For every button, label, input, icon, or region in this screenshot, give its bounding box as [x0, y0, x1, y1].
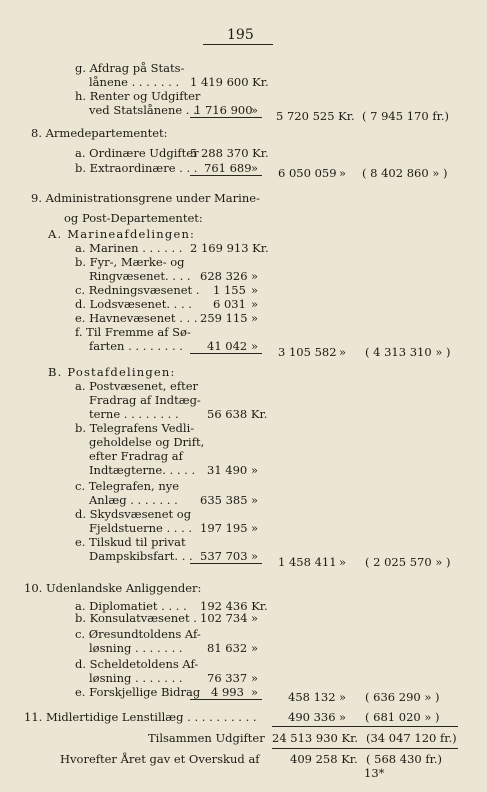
sec9-A-item-c-amount: 1 155 — [213, 283, 246, 297]
sec9-B-subtotal-rule — [190, 563, 262, 564]
sec9-B-fr: ( 2 025 570 » ) — [365, 555, 451, 569]
page-number: 195 — [227, 27, 254, 43]
sec10-item-b-unit: » — [251, 611, 259, 625]
sec7-g-line1: g. Afdrag på Stats- — [75, 61, 185, 75]
sec8-total-unit: » — [339, 166, 347, 180]
surplus-total: 409 258 Kr. — [290, 752, 358, 766]
sec9-A-item-b-unit: » — [251, 269, 259, 283]
sec10-item-d-line2: løsning . . . . . . . — [89, 671, 183, 685]
sec9-A-total: 3 105 582 — [278, 345, 337, 359]
sec9-B-title: B. Postafdelingen: — [48, 365, 176, 379]
sec10-item-c-unit: » — [251, 641, 259, 655]
sec10-item-d-unit: » — [251, 671, 259, 685]
summary-rule — [272, 748, 458, 749]
sec7-h-line1: h. Renter og Udgifter — [75, 89, 201, 103]
sec10-item-b: b. Konsulatvæsenet . — [75, 611, 197, 625]
sec9-B-item-b-line2: geholdelse og Drift, — [89, 435, 205, 449]
sec9-A-item-b-line2: Ringvæsenet. . . . — [89, 269, 191, 283]
sec9-B-item-d-amount: 197 195 — [200, 521, 248, 535]
sec9-A-total-unit: » — [339, 345, 347, 359]
sec9-A-item-d-amount: 6 031 — [213, 297, 246, 311]
sec9-B-item-e-unit: » — [251, 549, 259, 563]
sec10-item-d-amount: 76 337 — [207, 671, 248, 685]
sec7-g-amount: 1 419 600 Kr. — [190, 75, 269, 89]
sec7-subtotal-rule — [190, 117, 262, 118]
header-rule — [203, 44, 273, 45]
sec9-A-item-f-line2: farten . . . . . . . . — [89, 339, 183, 353]
sec11-total: 490 336 — [288, 710, 336, 724]
surplus-fr: ( 568 430 fr.) — [366, 752, 442, 766]
sec9-A-subtotal-rule — [190, 353, 262, 354]
sec9-B-item-c-unit: » — [251, 493, 259, 507]
sec10-item-e-amount: 4 993 — [211, 685, 244, 699]
sec10-item-c-line2: løsning . . . . . . . — [89, 641, 183, 655]
sec10-total: 458 132 — [288, 690, 336, 704]
sec8-b-label: b. Extraordinære . . . — [75, 161, 198, 175]
sec9-B-item-b-amount: 31 490 — [207, 463, 248, 477]
sec8-total: 6 050 059 — [278, 166, 337, 180]
sec9-B-item-b-unit: » — [251, 463, 259, 477]
sec8-b-unit: » — [251, 161, 259, 175]
sec10-item-c-line1: c. Øresundtoldens Af- — [75, 627, 201, 641]
sec9-A-item-f-line1: f. Til Fremme af Sø- — [75, 325, 191, 339]
sec7-g-line2: lånene . . . . . . . — [89, 75, 180, 89]
sec9-B-item-d-unit: » — [251, 521, 259, 535]
sec11-title: 11. Midlertidige Lenstillæg . . . . . . . . . . — [24, 710, 257, 724]
sec10-item-e-unit: » — [251, 685, 259, 699]
sec9-A-item-b-amount: 628 326 — [200, 269, 248, 283]
sec9-B-item-e-line2: Dampskibsfart. . . — [89, 549, 193, 563]
sec9-A-item-f-unit: » — [251, 339, 259, 353]
sec7-h-line2: ved Statslånene . . — [89, 103, 197, 117]
sec9-B-item-e-amount: 537 703 — [200, 549, 248, 563]
sec10-item-e: e. Forskjellige Bidrag — [75, 685, 201, 699]
sec7-h-unit: » — [251, 103, 259, 117]
summary-label: Tilsammen Udgifter — [148, 731, 265, 745]
sec9-A-fr: ( 4 313 310 » ) — [365, 345, 451, 359]
sec9-A-item-e-amount: 259 115 — [200, 311, 248, 325]
sec9-B-item-a-amount: 56 638 Kr. — [207, 407, 268, 421]
sec10-item-c-amount: 81 632 — [207, 641, 248, 655]
sec9-B-item-a-line3: terne . . . . . . . . — [89, 407, 179, 421]
sec9-B-item-d-line2: Fjeldstuerne . . . . — [89, 521, 193, 535]
sec9-B-item-d-line1: d. Skydsvæsenet og — [75, 507, 192, 521]
sec9-A-item-f-amount: 41 042 — [207, 339, 248, 353]
sec9-B-total-unit: » — [339, 555, 347, 569]
sec9-B-total: 1 458 411 — [278, 555, 337, 569]
sec9-B-item-e-line1: e. Tilskud til privat — [75, 535, 186, 549]
sec9-A-item-a: a. Marinen . . . . . . — [75, 241, 183, 255]
sec9-A-item-c-unit: » — [251, 283, 259, 297]
sec9-A-item-b-line1: b. Fyr-, Mærke- og — [75, 255, 185, 269]
sec8-fr: ( 8 402 860 » ) — [362, 166, 448, 180]
sec10-item-b-amount: 102 734 — [200, 611, 248, 625]
sec8-title: 8. Armedepartementet: — [31, 126, 168, 140]
sec9-A-title: A. Marineafdelingen: — [48, 227, 196, 241]
sec9-A-item-d: d. Lodsvæsenet. . . . — [75, 297, 192, 311]
sec9-A-item-d-unit: » — [251, 297, 259, 311]
sec11-fr: ( 681 020 » ) — [365, 710, 440, 724]
sec8-a-label: a. Ordinære Udgifter — [75, 146, 199, 160]
sec10-item-a-amount: 192 436 Kr. — [200, 599, 268, 613]
sec9-B-item-b-line3: efter Fradrag af — [89, 449, 183, 463]
sec11-total-unit: » — [339, 710, 347, 724]
sec9-A-item-a-amount: 2 169 913 Kr. — [190, 241, 269, 255]
sec9-title-line2: og Post-Departementet: — [64, 211, 203, 225]
sec10-item-a: a. Diplomatiet . . . . — [75, 599, 187, 613]
sec7-fr: ( 7 945 170 fr.) — [362, 109, 449, 123]
sec8-subtotal-rule — [190, 175, 262, 176]
summary-total: 24 513 930 Kr. — [272, 731, 358, 745]
sec7-h-amount: 1 716 900 — [194, 103, 253, 117]
signature-mark: 13* — [364, 766, 385, 780]
sec10-subtotal-rule — [190, 699, 262, 700]
summary-fr: (34 047 120 fr.) — [366, 731, 457, 745]
sec9-B-item-b-line1: b. Telegrafens Vedli- — [75, 421, 195, 435]
sec10-title: 10. Udenlandske Anliggender: — [24, 581, 202, 595]
sec8-b-amount: 761 689 — [204, 161, 252, 175]
sec10-total-unit: » — [339, 690, 347, 704]
sec9-B-item-c-line1: c. Telegrafen, nye — [75, 479, 180, 493]
sec9-A-item-c: c. Redningsvæsenet . — [75, 283, 200, 297]
sec9-B-item-a-line2: Fradrag af Indtæg- — [89, 393, 201, 407]
sec8-a-amount: 5 288 370 Kr. — [190, 146, 269, 160]
sec9-B-item-c-line2: Anlæg . . . . . . . — [89, 493, 178, 507]
sec9-title-line1: 9. Administrationsgrene under Marine- — [31, 191, 260, 205]
sec9-B-item-c-amount: 635 385 — [200, 493, 248, 507]
surplus-label: Hvorefter Året gav et Overskud af — [60, 752, 260, 766]
sec10-item-d-line1: d. Scheldetoldens Af- — [75, 657, 199, 671]
sec9-A-item-e: e. Havnevæsenet . . . — [75, 311, 198, 325]
grand-total-rule — [272, 726, 458, 727]
sec10-fr: ( 636 290 » ) — [365, 690, 440, 704]
sec9-B-item-a-line1: a. Postvæsenet, efter — [75, 379, 199, 393]
sec9-A-item-e-unit: » — [251, 311, 259, 325]
sec9-B-item-b-line4: Indtægterne. . . . . — [89, 463, 196, 477]
sec7-total: 5 720 525 Kr. — [276, 109, 355, 123]
